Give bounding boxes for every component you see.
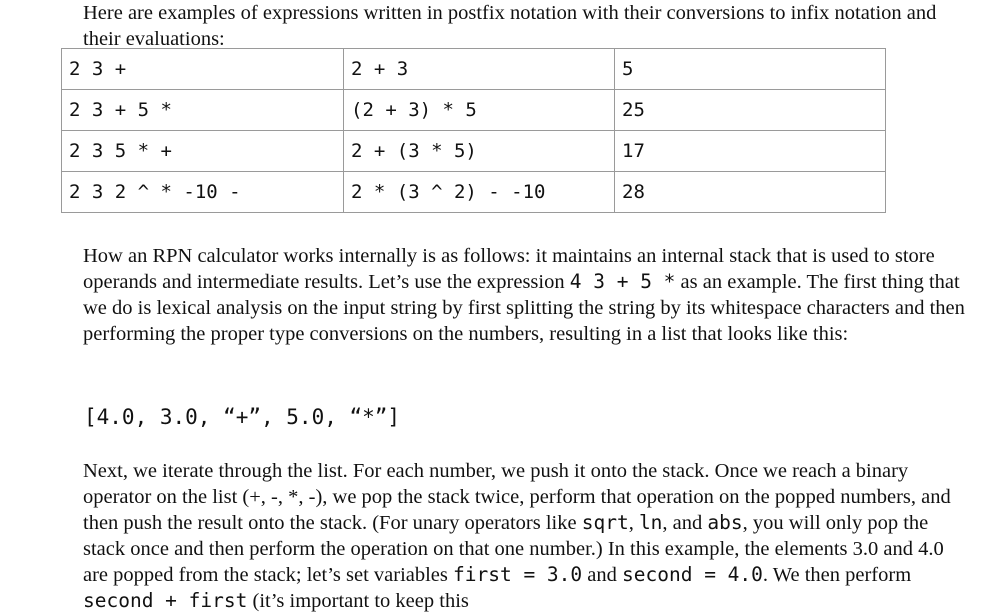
paragraph-text: , and: [662, 512, 708, 534]
table-row: [62, 90, 886, 131]
infix-cell: (2 + 3) * 5: [344, 90, 615, 131]
inline-code: second + first: [83, 589, 248, 612]
inline-code: second = 4.0: [622, 563, 763, 586]
token-list-code: [4.0, 3.0, “+”, 5.0, “*”]: [84, 405, 401, 429]
value-cell: 17: [615, 131, 886, 172]
table-row: [62, 172, 886, 213]
paragraph-text: as an example. The first thing that we do is lexical analysis on the input string by first splitting the string by its whitespace characters and then performing the proper type conversions on the numbers, resulting in a list that looks like this:: [83, 271, 965, 345]
value-cell: 5: [615, 49, 886, 90]
inline-code: first = 3.0: [453, 563, 583, 586]
postfix-cell: 2 3 5 * +: [62, 131, 344, 172]
postfix-cell: 2 3 + 5 *: [62, 90, 344, 131]
inline-code: sqrt: [581, 511, 629, 534]
examples-table: [61, 48, 886, 213]
inline-code: 4 3 + 5 *: [569, 270, 676, 293]
table-row: [62, 131, 886, 172]
infix-cell: 2 + (3 * 5): [344, 131, 615, 172]
value-cell: 28: [615, 172, 886, 213]
inline-code: ln: [638, 511, 663, 534]
infix-cell: 2 * (3 ^ 2) - -10: [344, 172, 615, 213]
table-row: [62, 49, 886, 90]
inline-code: abs: [707, 511, 743, 534]
paragraph-text: Next, we iterate through the list. For each number, we push it onto the stack. Once we reach a binary operator on the list (+, -, *, -), we pop the stack twice, perform that operation on the popped numbers, and then push the result onto the stack. (For unary operators like: [83, 460, 951, 534]
paragraph-text: , you will only pop the stack once and then perform the operation on that one number.) In this example, the elements 3.0 and 4.0 are popped from the stack; let’s set variables: [83, 512, 944, 586]
value-cell: 25: [615, 90, 886, 131]
paragraph-text: and: [582, 564, 623, 586]
rpn-explanation-paragraph: [83, 243, 973, 347]
iteration-paragraph: [83, 458, 973, 614]
intro-paragraph: Here are examples of expressions written in postfix notation with their conversions to infix notation and their evaluations:: [83, 2, 937, 50]
paragraph-text: (it’s important to keep this: [247, 590, 469, 612]
paragraph-text: ,: [628, 512, 639, 534]
infix-cell: 2 + 3: [344, 49, 615, 90]
postfix-cell: 2 3 2 ^ * -10 -: [62, 172, 344, 213]
paragraph-text: How an RPN calculator works internally is as follows: it maintains an internal stack that is used to store operands and intermediate results. Let’s use the expression: [83, 245, 935, 293]
postfix-cell: 2 3 +: [62, 49, 344, 90]
paragraph-text: . We then perform: [762, 564, 912, 586]
